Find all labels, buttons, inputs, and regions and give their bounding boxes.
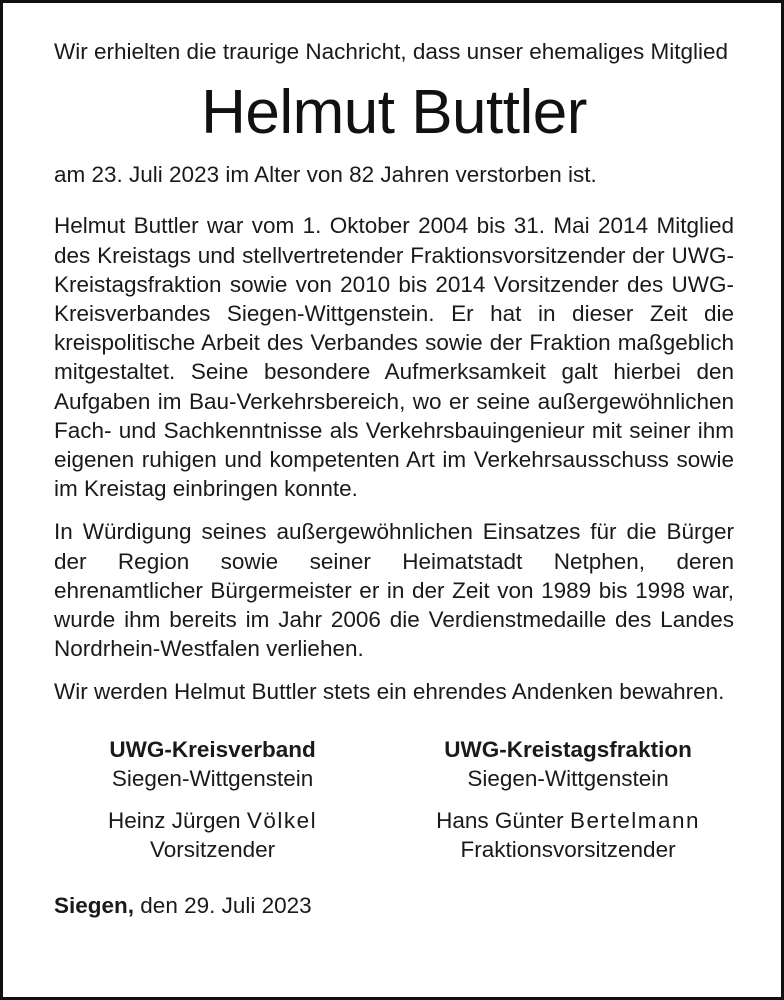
signature-role: Fraktionsvorsitzender <box>460 837 676 863</box>
signature-region: Siegen-Wittgenstein <box>111 766 314 792</box>
date: den 29. Juli 2023 <box>140 892 312 918</box>
intro-text: Wir erhielten die traurige Nachricht, dass unser ehemaliges Mitglied <box>54 39 729 64</box>
signature-org: UWG-Kreistagsfraktion <box>444 736 692 762</box>
notice-content <box>54 37 734 920</box>
career-paragraph: Helmut Buttler war vom 1. Oktober 2004 bis 31. Mai 2014 Mitglied des Kreistags und stellvertretender Fraktionsvorsitzender der UWG-Kreistagsfraktion sowie von 2010 bis 2014 Vorsitzender des UWG-Kreisverbandes Siegen-Wittgenstein. Er hat in dieser Zeit die kreispolitische Arbeit des Verbandes sowie der Fraktion maßgeblich mitgestaltet. Seine besondere Aufmerksamkeit galt hierbei den Aufgaben im Bau-Verkehrsbereich, wo er seine außergewöhnlichen Fach- und Sachkenntnisse als Verkehrsbauingenieur mit seiner ihm eigenen ruhigen und kompetenten Art im Verkehrsausschuss sowie im Kreistag einbringen konnte. <box>54 213 734 502</box>
place: Siegen, <box>54 892 135 918</box>
closing-paragraph: Wir werden Helmut Buttler stets ein ehrendes Andenken bewahren. <box>54 679 725 705</box>
signature-kreistagsfraktion <box>436 735 700 865</box>
signature-person <box>108 806 317 836</box>
place-date <box>54 891 734 920</box>
signature-person-first: Hans Günter <box>436 807 564 833</box>
signature-kreisverband <box>108 735 317 865</box>
signature-block <box>54 735 734 865</box>
signature-person-last: Bertelmann <box>569 807 700 833</box>
signature-person-last: Völkel <box>246 807 318 833</box>
signature-person-first: Heinz Jürgen <box>108 807 241 833</box>
signature-role: Vorsitzender <box>150 837 276 863</box>
signature-region: Siegen-Wittgenstein <box>467 766 669 792</box>
signature-org: UWG-Kreisverband <box>109 736 316 762</box>
death-line: am 23. Juli 2023 im Alter von 82 Jahren verstorben ist. <box>54 162 597 188</box>
honor-paragraph: In Würdigung seines außergewöhnlichen Einsatzes für die Bürger der Region sowie seiner Heimatstadt Netphen, deren ehrenamtlicher Bürgermeister er in der Zeit von 1989 bis 1998 war, wurde ihm bereits im Jahr 2006 die Verdienstmedaille des Landes Nordrhein-Westfalen verliehen. <box>54 519 734 662</box>
deceased-name: Helmut Buttler <box>201 78 587 148</box>
signature-person <box>436 806 700 836</box>
